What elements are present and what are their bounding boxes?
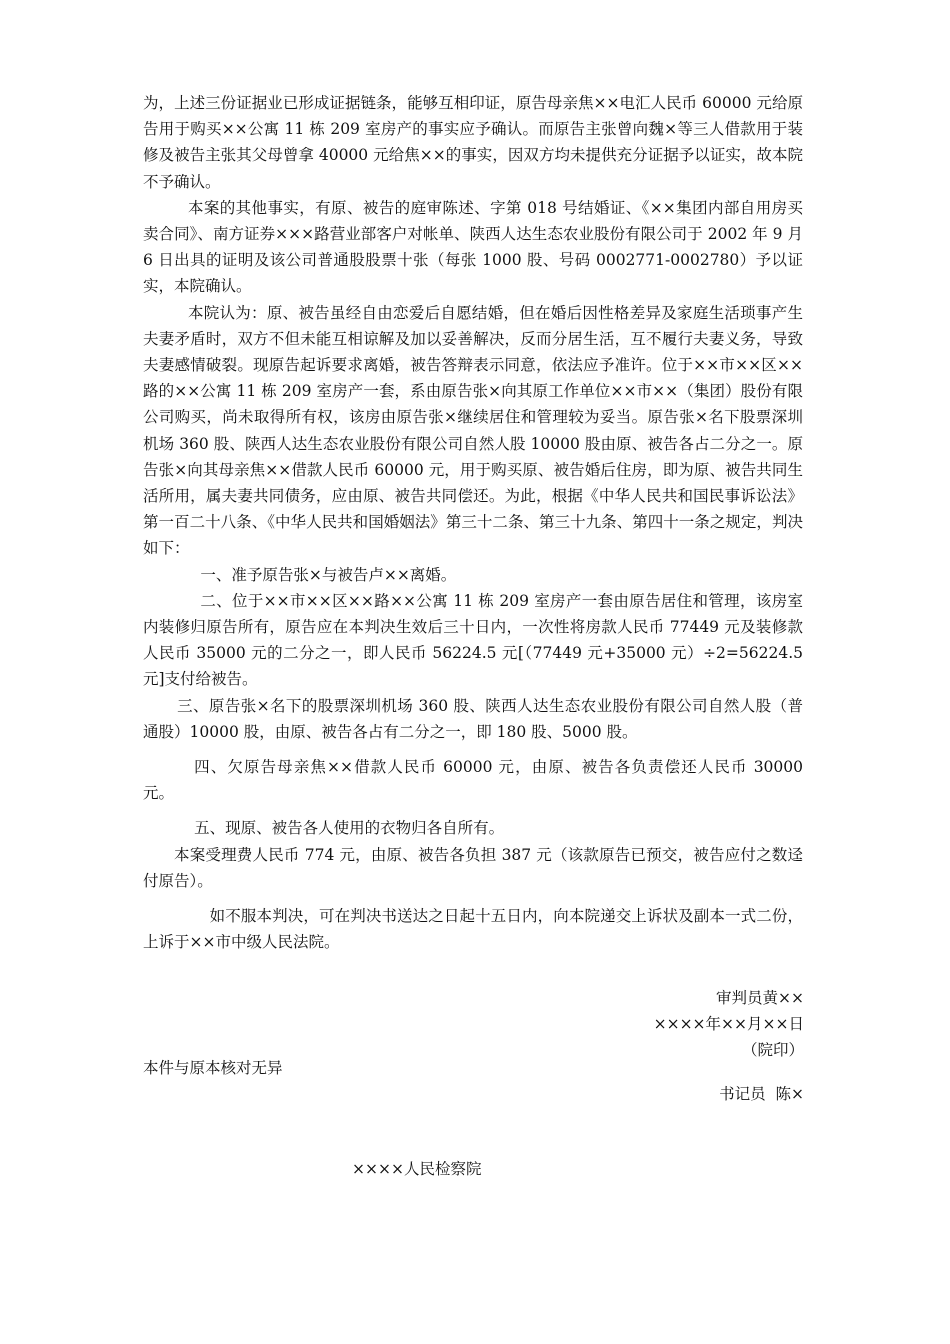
verified-note: 本件与原本核对无异: [143, 1059, 283, 1077]
paragraph-appeal-notice: 如不服本判决，可在判决书送达之日起十五日内，向本院递交上诉状及副本一式二份，上诉于××市中级人民法院。: [143, 907, 803, 952]
judgment-body: [143, 90, 803, 956]
judge-signature: 审判员黄××: [716, 989, 804, 1007]
ruling-item-2: 二、位于××市××区××路××公寓 11 栋 209 室房产一套由原告居住和管理，该房室内装修归原告所有，原告应在本判决生效后三十日内，一次性将房款人民币 77449 元及装修款人民币 35000 元的二分之一，即人民币 56224.5 元[（77449 元+35000 元）÷2=56224.5 元]支付给被告。: [143, 591, 803, 689]
court-seal: （院印）: [741, 1041, 804, 1059]
judgment-date: ××××年××月××日: [653, 1015, 804, 1033]
paragraph-case-fee: 本案受理费人民币 774 元，由原、被告各负担 387 元（该款原告已预交，被告应付之数迳付原告）。: [143, 845, 803, 890]
ruling-item-4: 四、欠原告母亲焦××借款人民币 60000 元，由原、被告各负责偿还人民币 30000 元。: [143, 758, 803, 803]
ruling-item-5: 五、现原、被告各人使用的衣物归各自所有。: [194, 819, 505, 838]
paragraph-other-facts: 本案的其他事实，有原、被告的庭审陈述、字第 018 号结婚证、《××集团内部自用房买卖合同》、南方证券×××路营业部客户对帐单、陕西人达生态农业股份有限公司于 2002 年 9 月 6 日出具的证明及该公司普通股股票十张（每张 1000 股、号码 0002771-0002780）予以证实，本院确认。: [143, 198, 803, 296]
paragraph-court-opinion: 本院认为：原、被告虽经自由恋爱后自愿结婚，但在婚后因性格差异及家庭生活琐事产生夫妻矛盾时，双方不但未能互相谅解及加以妥善解决，反而分居生活，互不履行夫妻义务，导致夫妻感情破裂。现原告起诉要求离婚，被告答辩表示同意，依法应予准许。位于××市××区××路的××公寓 11 栋 209 室房产一套，系由原告张×向其原工作单位××市××（集团）股份有限公司购买，尚未取得所有权，该房由原告张×继续居住和管理较为妥当。原告张×名下股票深圳机场 360 股、陕西人达生态农业股份有限公司自然人股 10000 股由原、被告各占二分之一。原告张×向其母亲焦××借款人民币 60000 元，用于购买原、被告婚后住房，即为原、被告共同生活所用，属夫妻共同债务，应由原、被告共同偿还。为此，根据《中华人民共和国民事诉讼法》第一百二十八条、《中华人民共和国婚姻法》第三十二条、第三十九条、第四十一条之规定，判决如下：: [143, 303, 803, 558]
ruling-item-1: 一、准予原告张×与被告卢××离婚。: [200, 565, 457, 584]
ruling-item-3: 三、原告张×名下的股票深圳机场 360 股、陕西人达生态农业股份有限公司自然人股（普通股）10000 股，由原、被告各占有二分之一，即 180 股、5000 股。: [143, 696, 803, 741]
footer-organization: ××××人民检察院: [352, 1160, 482, 1178]
paragraph-evidence-chain: 为，上述三份证据业已形成证据链条，能够互相印证，原告母亲焦××电汇人民币 60000 元给原告用于购买××公寓 11 栋 209 室房产的事实应予确认。而原告主张曾向魏×等三人借款用于装修及被告主张其父母曾拿 40000 元给焦××的事实，因双方均未提供充分证据予以证实，故本院不予确认。: [143, 94, 803, 191]
clerk-signature: 书记员 陈×: [719, 1085, 804, 1103]
